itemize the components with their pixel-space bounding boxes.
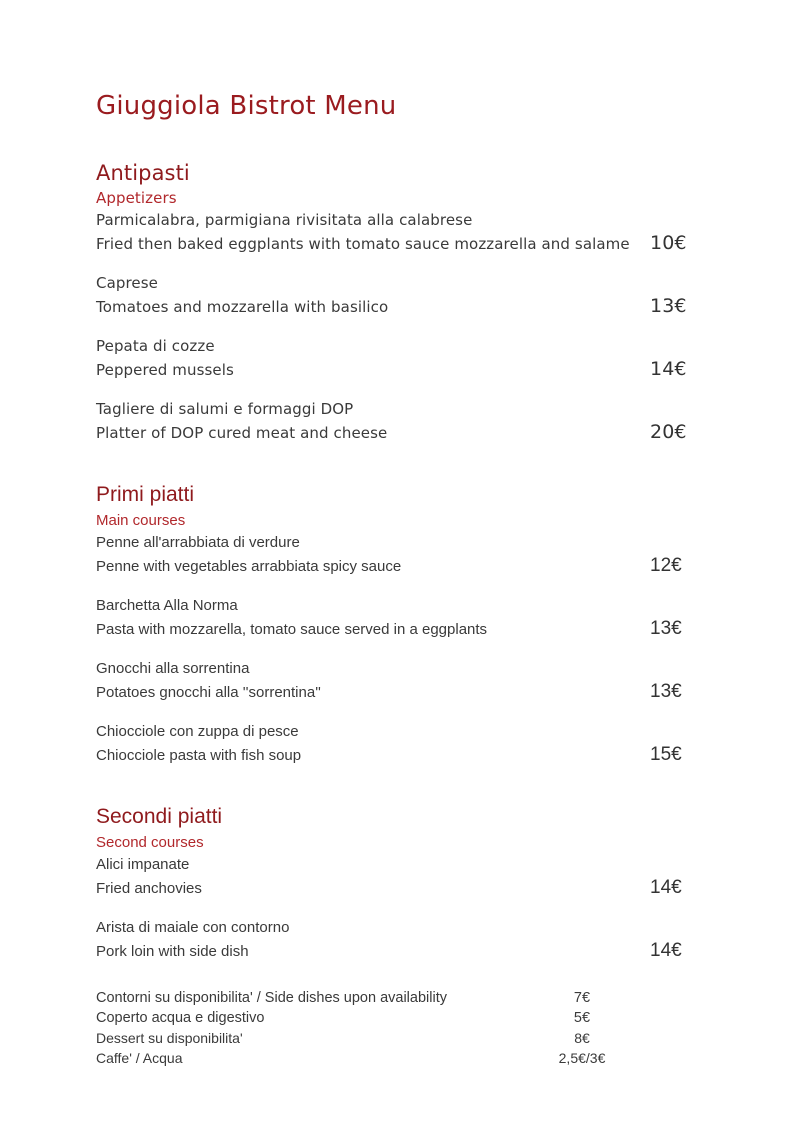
item-line <box>96 554 688 579</box>
item-price: 10€ <box>650 232 687 254</box>
item-price: 13€ <box>650 618 682 639</box>
item-description: Tomatoes and mozzarella with basilico <box>96 298 389 316</box>
menu-item <box>96 272 688 320</box>
menu-items <box>96 531 688 768</box>
item-description: Peppered mussels <box>96 361 234 379</box>
section-title: Secondi piatti <box>96 805 223 828</box>
item-name: Penne all'arrabbiata di verdure <box>96 534 300 551</box>
menu-content <box>96 90 688 1068</box>
item-description: Potatoes gnocchi alla ''sorrentina'' <box>96 684 321 701</box>
item-price: 14€ <box>650 940 682 961</box>
menu-item <box>96 594 688 642</box>
section-title: Primi piatti <box>96 483 195 506</box>
extra-price: 7€ <box>573 990 591 1006</box>
item-price: 15€ <box>650 744 682 765</box>
section-secondi-piatti <box>96 804 688 964</box>
menu-item <box>96 209 688 257</box>
extra-row <box>96 988 688 1008</box>
extra-row <box>96 1048 688 1068</box>
item-description: Pasta with mozzarella, tomato sauce served in a eggplants <box>96 621 488 638</box>
menu-item <box>96 853 688 901</box>
section-subtitle: Appetizers <box>96 189 177 207</box>
item-name: Arista di maiale con contorno <box>96 919 290 936</box>
item-price: 13€ <box>650 295 687 317</box>
item-name: Alici impanate <box>96 856 190 873</box>
item-price: 14€ <box>650 877 682 898</box>
extra-row <box>96 1028 688 1048</box>
extra-price: 5€ <box>573 1010 591 1026</box>
menu-items <box>96 853 688 964</box>
item-line <box>96 295 688 320</box>
item-line <box>96 421 688 446</box>
item-description: Chiocciole pasta with fish soup <box>96 747 302 764</box>
item-description: Pork loin with side dish <box>96 943 249 960</box>
item-line <box>96 232 688 257</box>
item-description: Platter of DOP cured meat and cheese <box>96 424 388 442</box>
item-description: Fried anchovies <box>96 880 202 897</box>
section-title: Antipasti <box>96 161 190 185</box>
item-price: 12€ <box>650 555 682 576</box>
item-name: Barchetta Alla Norma <box>96 597 238 614</box>
item-line <box>96 358 688 383</box>
menu-item <box>96 720 688 768</box>
section-subtitle: Main courses <box>96 512 186 529</box>
item-price: 14€ <box>650 358 687 380</box>
extra-price: 8€ <box>574 1030 590 1046</box>
extra-price: 2,5€/3€ <box>558 1050 606 1066</box>
item-name: Gnocchi alla sorrentina <box>96 660 250 677</box>
item-line <box>96 876 688 901</box>
section-primi-piatti <box>96 482 688 768</box>
item-name: Caprese <box>96 274 158 292</box>
section-antipasti <box>96 160 688 446</box>
menu-item <box>96 398 688 446</box>
page-title: Giuggiola Bistrot Menu <box>96 91 397 121</box>
item-price: 20€ <box>650 421 687 443</box>
item-description: Fried then baked eggplants with tomato sauce mozzarella and salame <box>96 235 630 253</box>
item-line <box>96 680 688 705</box>
extra-label: Contorni su disponibilita' / Side dishes upon availability <box>96 990 447 1006</box>
item-line <box>96 743 688 768</box>
item-name: Parmicalabra, parmigiana rivisitata alla calabrese <box>96 211 473 229</box>
section-subtitle: Second courses <box>96 834 204 851</box>
item-line <box>96 617 688 642</box>
menu-item <box>96 916 688 964</box>
menu-item <box>96 531 688 579</box>
extra-label: Dessert su disponibilita' <box>96 1030 243 1046</box>
extra-label: Caffe' / Acqua <box>96 1050 183 1066</box>
extra-row <box>96 1008 688 1028</box>
item-name: Pepata di cozze <box>96 337 215 355</box>
item-name: Chiocciole con zuppa di pesce <box>96 723 299 740</box>
extras-list <box>96 988 688 1068</box>
menu-item <box>96 335 688 383</box>
menu-item <box>96 657 688 705</box>
item-price: 13€ <box>650 681 682 702</box>
menu-items <box>96 209 688 446</box>
item-line <box>96 939 688 964</box>
item-name: Tagliere di salumi e formaggi DOP <box>96 400 354 418</box>
extra-label: Coperto acqua e digestivo <box>96 1010 265 1026</box>
item-description: Penne with vegetables arrabbiata spicy sauce <box>96 558 402 575</box>
